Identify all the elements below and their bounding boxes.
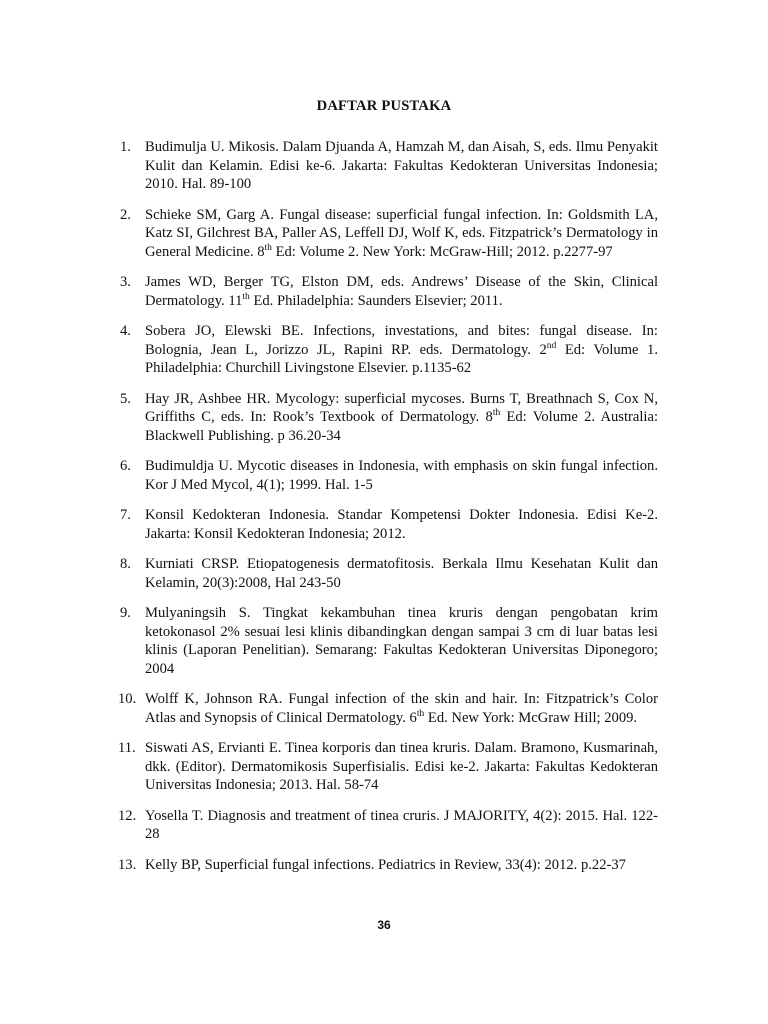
reference-superscript: th	[492, 408, 501, 419]
reference-item	[120, 604, 658, 678]
reference-text: Kurniati CRSP. Etiopatogenesis dermatofitosis. Berkala Ilmu Kesehatan Kulit dan Kelamin, 20(3):2008, Hal 243-50	[145, 556, 658, 591]
reference-item	[120, 555, 658, 592]
reference-text: Konsil Kedokteran Indonesia. Standar Kompetensi Dokter Indonesia. Edisi Ke-2. Jakarta: Konsil Kedokteran Indonesia; 2012.	[145, 507, 658, 542]
reference-item	[120, 739, 658, 795]
reference-item	[120, 322, 658, 378]
reference-number: 4.	[120, 323, 131, 339]
page-title: DAFTAR PUSTAKA	[316, 98, 452, 114]
reference-text: Ed. New York: McGraw Hill; 2009.	[424, 709, 638, 726]
reference-superscript: nd	[546, 340, 557, 351]
reference-number: 7.	[120, 507, 131, 523]
reference-item	[120, 206, 658, 262]
reference-number: 11.	[118, 740, 136, 756]
reference-number: 8.	[120, 556, 131, 572]
reference-text: James WD, Berger TG, Elston DM, eds. Andrews’ Disease of the Skin, Clinical Dermatology. 11	[145, 274, 658, 309]
reference-item	[120, 856, 658, 875]
reference-text: Siswati AS, Ervianti E. Tinea korporis dan tinea kruris. Dalam. Bramono, Kusmarinah, dkk. (Editor). Dermatomikosis Superfisialis. Edisi ke-2. Jakarta: Fakultas Kedokteran Universitas Indonesia; 2013. Hal. 58-74	[145, 740, 658, 793]
reference-number: 5.	[120, 390, 131, 407]
reference-text: Budimulja U. Mikosis. Dalam Djuanda A, Hamzah M, dan Aisah, S, eds. Ilmu Penyakit Kulit dan Kelamin. Edisi ke-6. Jakarta: Fakultas Kedokteran Universitas Indonesia; 2010. Hal. 89-100	[145, 139, 658, 192]
reference-number: 6.	[120, 458, 131, 474]
reference-item	[120, 690, 658, 727]
reference-text: Schieke SM, Garg A. Fungal disease: superficial fungal infection. In: Goldsmith LA, Katz SI, Gilchrest BA, Paller AS, Leffell DJ, Wolf K, eds. Fitzpatrick’s Dermatology in General Medicine. 8	[145, 206, 658, 260]
reference-list	[120, 138, 658, 886]
reference-item	[120, 457, 658, 494]
reference-item	[120, 807, 658, 844]
reference-text: Sobera JO, Elewski BE. Infections, investations, and bites: fungal disease. In: Bolognia, Jean L, Jorizzo JL, Rapini RP. eds. Dermatology. 2	[145, 323, 658, 358]
reference-text: Hay JR, Ashbee HR. Mycology: superficial mycoses. Burns T, Breathnach S, Cox N, Griffiths C, eds. In: Rook’s Textbook of Dermatology. 8	[145, 390, 658, 425]
reference-text: Ed. Philadelphia: Saunders Elsevier; 2011.	[249, 292, 503, 309]
reference-superscript: th	[242, 291, 250, 302]
reference-text: Wolff K, Johnson RA. Fungal infection of the skin and hair. In: Fitzpatrick’s Color Atlas and Synopsis of Clinical Dermatology. 6	[145, 691, 658, 726]
reference-item	[120, 273, 658, 310]
reference-number: 12.	[118, 807, 137, 824]
page-number: 36	[377, 918, 391, 932]
reference-text: Mulyaningsih S. Tingkat kekambuhan tinea kruris dengan pengobatan krim ketokonasol 2% sesuai lesi klinis dibandingkan dengan sampai 3 cm di luar batas lesi klinis (Laporan Penelitian). Semarang: Fakultas Kedokteran Universitas Diponegoro; 2004	[145, 605, 658, 677]
reference-item	[120, 138, 658, 194]
reference-text: Budimuldja U. Mycotic diseases in Indonesia, with emphasis on skin fungal infection. Kor J Med Mycol, 4(1); 1999. Hal. 1-5	[145, 458, 658, 493]
reference-superscript: th	[264, 242, 272, 253]
reference-number: 2.	[120, 206, 131, 223]
reference-text: Ed: Volume 2. New York: McGraw-Hill; 2012. p.2277-97	[271, 243, 613, 260]
reference-number: 13.	[118, 856, 137, 873]
reference-number: 3.	[120, 274, 131, 290]
reference-item	[120, 506, 658, 543]
reference-item	[120, 390, 658, 446]
reference-number: 10.	[118, 691, 137, 707]
reference-superscript: th	[416, 708, 425, 719]
reference-number: 1.	[120, 139, 131, 155]
reference-text: Kelly BP, Superficial fungal infections. Pediatrics in Review, 33(4): 2012. p.22-37	[145, 856, 626, 873]
reference-text: Ed: Volume 2. Australia: Blackwell Publishing. p 36.20-34	[145, 409, 659, 444]
reference-number: 9.	[120, 605, 131, 621]
reference-text: Yosella T. Diagnosis and treatment of tinea cruris. J MAJORITY, 4(2): 2015. Hal. 122-28	[145, 807, 658, 842]
reference-text: Ed: Volume 1. Philadelphia: Churchill Livingstone Elsevier. p.1135-62	[145, 341, 658, 376]
